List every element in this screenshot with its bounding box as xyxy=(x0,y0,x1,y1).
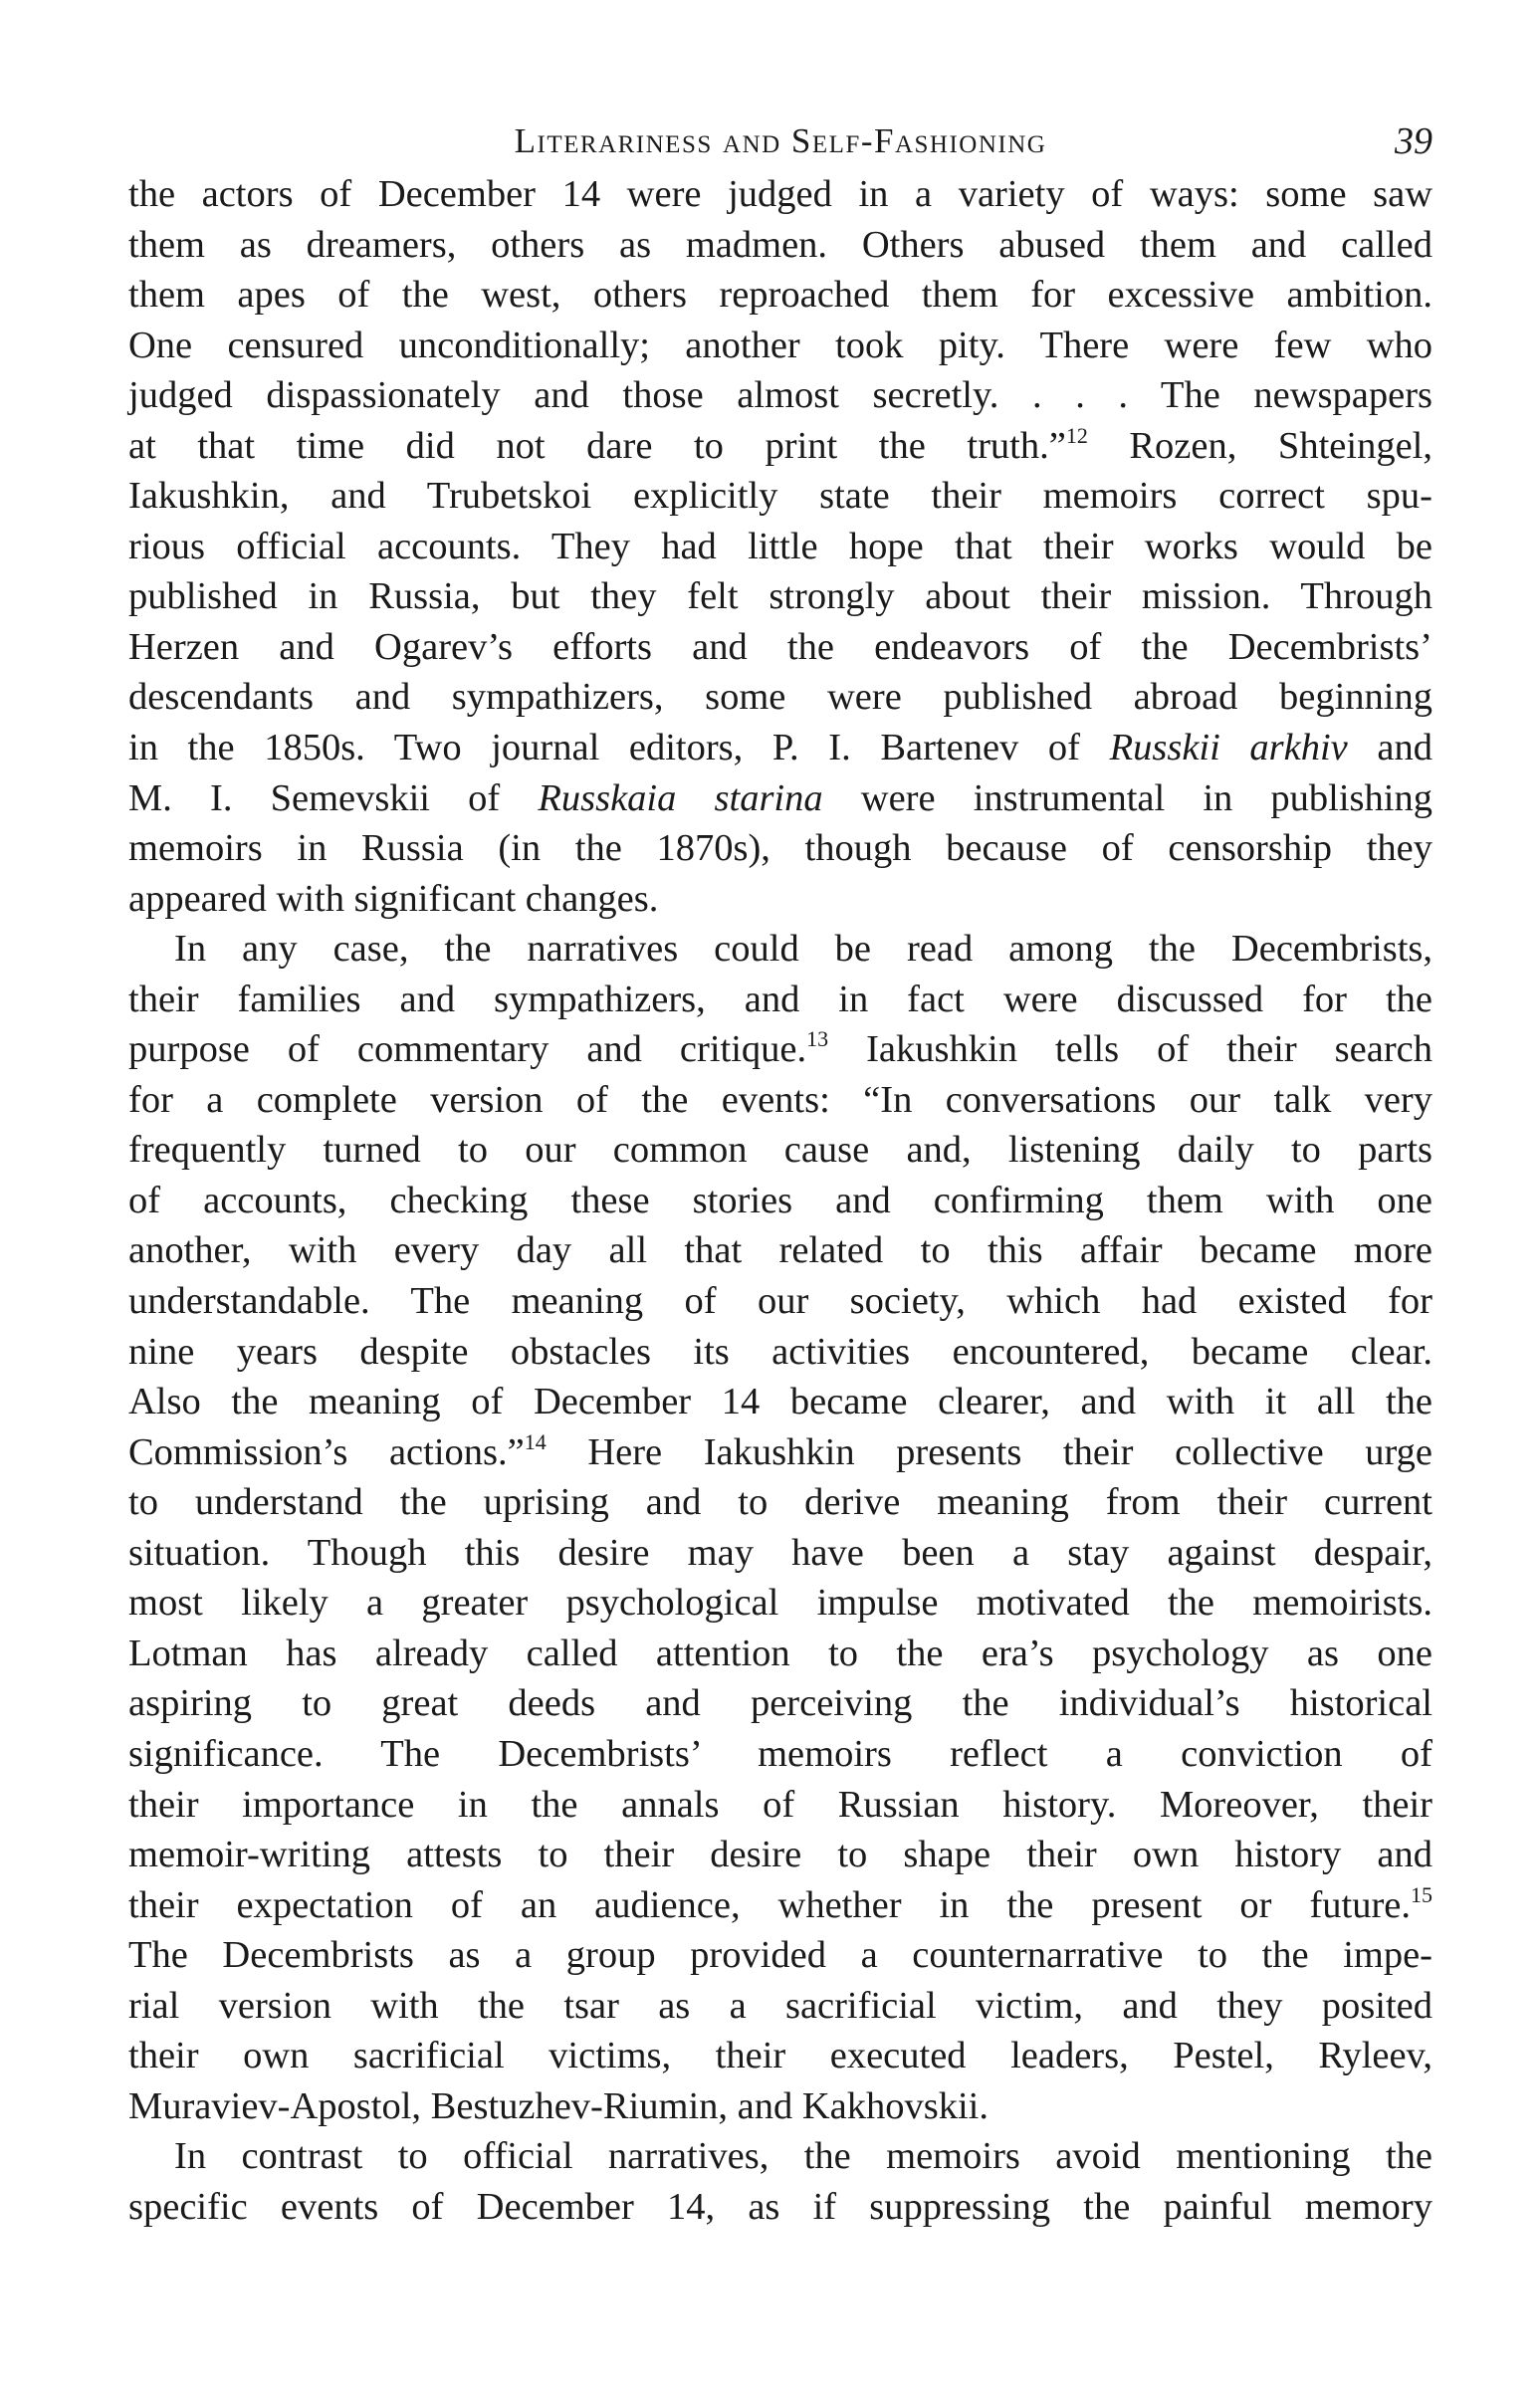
text-line xyxy=(128,1578,1432,1629)
text-line xyxy=(128,1528,1432,1579)
text-run: In any case, the narratives could be read among the Decembrists, xyxy=(174,928,1432,971)
text-run: for a complete version of the events: “In conversations our talk very xyxy=(128,1078,1432,1121)
text-run: One censured unconditionally; another took pity. There were few who xyxy=(128,324,1432,366)
text-run: judged dispassionately and those almost secretly. . . . The newspapers xyxy=(128,374,1432,417)
text-line xyxy=(128,1225,1432,1276)
text-run: Iakushkin, and Trubetskoi explicitly state their memoirs correct spu- xyxy=(128,475,1432,518)
text-run: nine years despite obstacles its activities encountered, became clear. xyxy=(128,1330,1432,1373)
body-text xyxy=(128,169,1432,2232)
text-line xyxy=(128,2182,1432,2233)
text-line xyxy=(128,1981,1432,2032)
text-line xyxy=(128,169,1432,220)
text-line xyxy=(128,471,1432,522)
text-line xyxy=(128,1629,1432,1679)
text-line xyxy=(128,321,1432,371)
text-line xyxy=(128,1930,1432,1981)
footnote-marker: 13 xyxy=(806,1026,829,1052)
text-run: Here Iakushkin presents their collective urge xyxy=(546,1430,1433,1473)
text-line xyxy=(128,1477,1432,1528)
text-run: Also the meaning of December 14 became clearer, and with it all the xyxy=(128,1381,1432,1423)
text-run: memoir-writing attests to their desire to shape their own history and xyxy=(128,1834,1432,1876)
text-line xyxy=(128,924,1432,975)
running-title: Literariness and Self-Fashioning xyxy=(514,121,1047,160)
text-line xyxy=(128,622,1432,673)
text-line xyxy=(128,1327,1432,1378)
text-run: Iakushkin tells of their search xyxy=(828,1028,1432,1071)
text-run: another, with every day all that related to this affair became more xyxy=(128,1229,1432,1272)
text-line xyxy=(128,1880,1432,1931)
running-head xyxy=(128,111,1432,171)
text-line xyxy=(128,874,1432,925)
text-run: situation. Though this desire may have been a stay against despair, xyxy=(128,1531,1432,1574)
text-line xyxy=(128,571,1432,622)
text-run: purpose of commentary and critique. xyxy=(128,1028,807,1071)
text-run: understandable. The meaning of our society, which had existed for xyxy=(128,1280,1432,1323)
text-run: M. I. Semevskii of xyxy=(128,776,539,819)
text-run: to understand the uprising and to derive meaning from their current xyxy=(128,1481,1432,1524)
text-run: descendants and sympathizers, some were published abroad beginning xyxy=(128,676,1432,719)
text-run: Muraviev-Apostol, Bestuzhev-Riumin, and Kakhovskii. xyxy=(128,2084,989,2127)
footnote-marker: 14 xyxy=(524,1428,547,1454)
text-run: specific events of December 14, as if suppressing the painful memory xyxy=(128,2185,1432,2228)
italic-title: Russkaia starina xyxy=(538,776,823,819)
text-line xyxy=(128,823,1432,874)
text-line xyxy=(128,1024,1432,1075)
text-run: frequently turned to our common cause and, listening daily to parts xyxy=(128,1129,1432,1172)
text-line xyxy=(128,370,1432,421)
text-run: Commission’s actions.” xyxy=(128,1430,525,1473)
text-run: them as dreamers, others as madmen. Others abused them and called xyxy=(128,223,1432,266)
page-number: 39 xyxy=(1395,120,1432,162)
text-run: In contrast to official narratives, the memoirs avoid mentioning the xyxy=(174,2135,1432,2178)
text-line xyxy=(128,421,1432,472)
text-run: rial version with the tsar as a sacrificial victim, and they posited xyxy=(128,1984,1432,2027)
text-line xyxy=(128,2131,1432,2182)
paragraph-1 xyxy=(128,169,1432,924)
text-line xyxy=(128,1176,1432,1226)
text-run: aspiring to great deeds and perceiving the individual’s historical xyxy=(128,1682,1432,1725)
text-line xyxy=(128,975,1432,1025)
text-line xyxy=(128,672,1432,723)
text-run: at that time did not dare to print the truth.” xyxy=(128,424,1066,467)
text-run: their expectation of an audience, whether in the present or future. xyxy=(128,1883,1411,1926)
text-run: their importance in the annals of Russian history. Moreover, their xyxy=(128,1783,1432,1826)
text-line xyxy=(128,220,1432,271)
text-run: Rozen, Shteingel, xyxy=(1087,424,1432,467)
text-run: most likely a greater psychological impulse motivated the memoirists. xyxy=(128,1582,1432,1625)
text-run: published in Russia, but they felt strongly about their mission. Through xyxy=(128,575,1432,618)
text-line xyxy=(128,723,1432,773)
footnote-marker: 15 xyxy=(1411,1881,1432,1907)
text-line xyxy=(128,1377,1432,1427)
text-line xyxy=(128,1276,1432,1327)
text-run: The Decembrists as a group provided a counternarrative to the impe- xyxy=(128,1934,1432,1977)
footnote-marker: 12 xyxy=(1065,422,1088,448)
paragraph-2 xyxy=(128,924,1432,2131)
text-run: of accounts, checking these stories and confirming them with one xyxy=(128,1179,1432,1221)
book-page xyxy=(128,111,1432,2232)
text-run: memoirs in Russia (in the 1870s), though because of censorship they xyxy=(128,827,1432,870)
text-run: their own sacrificial victims, their executed leaders, Pestel, Ryleev, xyxy=(128,2035,1432,2077)
text-line xyxy=(128,2081,1432,2132)
text-line xyxy=(128,1780,1432,1831)
text-line xyxy=(128,522,1432,572)
text-run: them apes of the west, others reproached them for excessive ambition. xyxy=(128,274,1432,317)
text-line xyxy=(128,1125,1432,1176)
text-line xyxy=(128,1427,1432,1478)
text-line xyxy=(128,1075,1432,1126)
text-line xyxy=(128,1729,1432,1780)
text-run: in the 1850s. Two journal editors, P. I. Bartenev of xyxy=(128,727,1110,769)
text-run: significance. The Decembrists’ memoirs reflect a conviction of xyxy=(128,1732,1432,1775)
text-run: the actors of December 14 were judged in a variety of ways: some saw xyxy=(128,173,1432,215)
text-run: and xyxy=(1347,727,1432,769)
text-line xyxy=(128,773,1432,824)
text-line xyxy=(128,1830,1432,1880)
text-run: rious official accounts. They had little hope that their works would be xyxy=(128,525,1432,567)
text-run: were instrumental in publishing xyxy=(822,776,1432,819)
paragraph-3 xyxy=(128,2131,1432,2232)
text-run: Herzen and Ogarev’s efforts and the endeavors of the Decembrists’ xyxy=(128,625,1432,668)
text-line xyxy=(128,2031,1432,2081)
text-run: their families and sympathizers, and in fact were discussed for the xyxy=(128,978,1432,1020)
text-run: Lotman has already called attention to the era’s psychology as one xyxy=(128,1632,1432,1674)
text-line xyxy=(128,1678,1432,1729)
text-line xyxy=(128,270,1432,321)
text-run: appeared with significant changes. xyxy=(128,877,659,920)
italic-title: Russkii arkhiv xyxy=(1109,727,1348,769)
